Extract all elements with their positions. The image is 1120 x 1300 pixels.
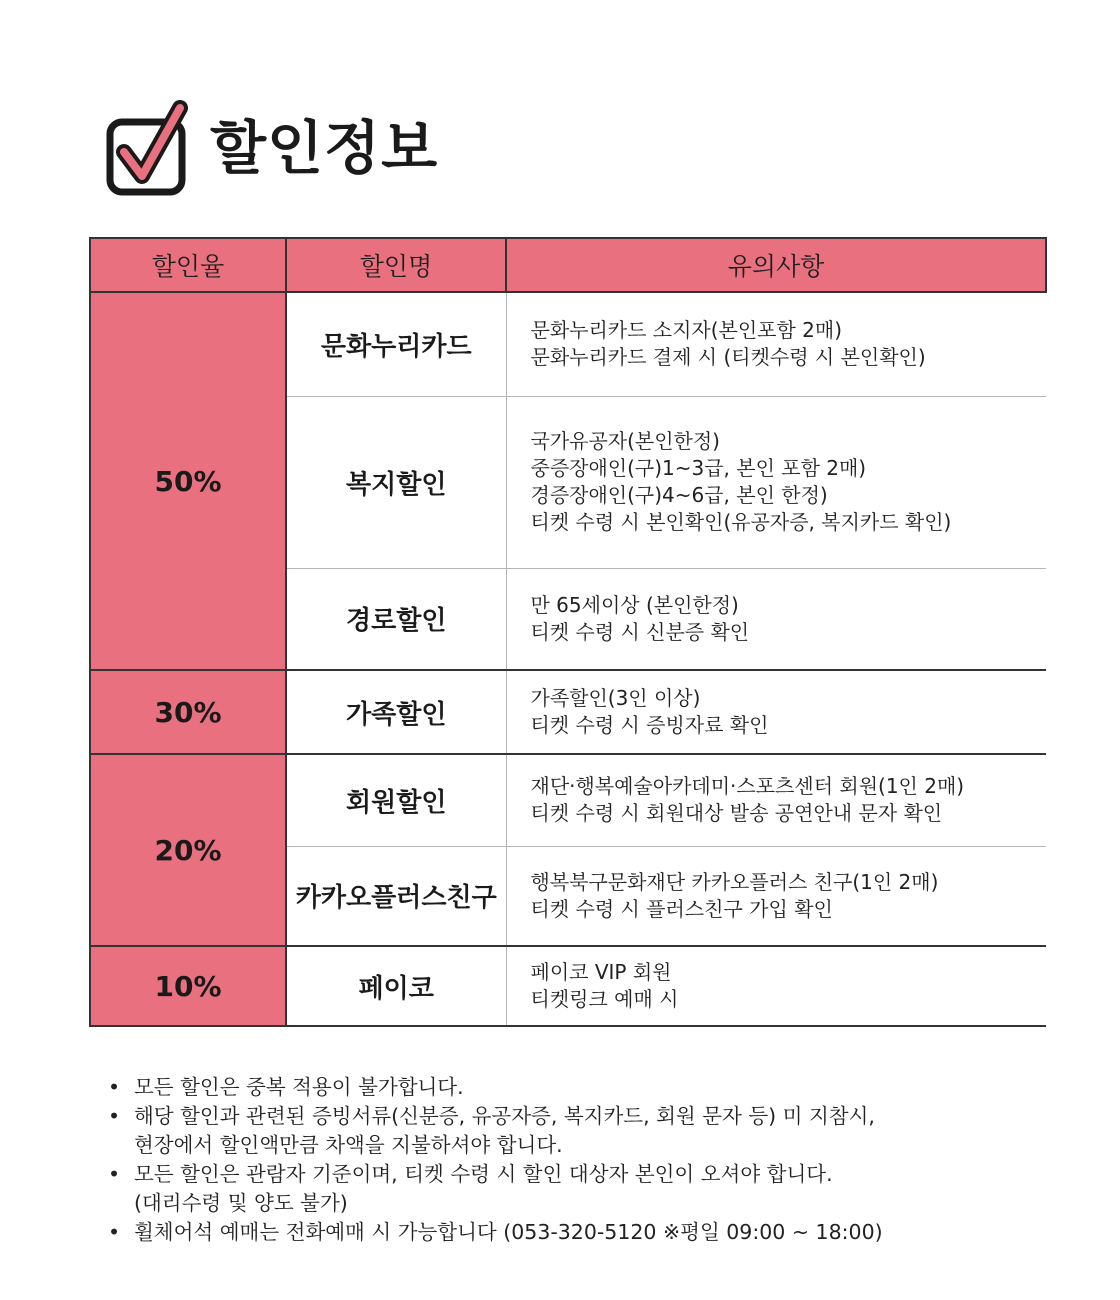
footnote-item [108,1160,1068,1218]
note-line: 경증장애인(구)4~6급, 본인 한정) [530,483,828,507]
discount-rate-cell: 20% [90,754,286,946]
notes-cell [506,754,1046,846]
header-discount-rate: 할인율 [90,238,286,292]
footnote-line: 현장에서 할인액만큼 차액을 지불하셔야 합니다. [134,1133,563,1157]
note-line: 티켓 수령 시 회원대상 발송 공연안내 문자 확인 [530,801,943,826]
footnote-line: 해당 할인과 관련된 증빙서류(신분증, 유공자증, 복지카드, 회원 문자 등) 미 지참시, [134,1104,875,1128]
note-line: 국가유공자(본인한정) [530,429,720,453]
bullet-icon: • [108,1162,121,1186]
discount-rate-cell: 10% [90,946,286,1026]
note-line: 문화누리카드 결제 시 (티켓수령 시 본인확인) [530,345,926,370]
table-row [90,946,1046,1026]
note-line: 가족할인(3인 이상) [530,686,701,710]
note-line: 티켓 수령 시 신분증 확인 [530,619,750,644]
note-line: 중증장애인(구)1~3급, 본인 포함 2매) [530,456,867,480]
discount-name-cell: 문화누리카드 [286,292,506,396]
footnote-line: (대리수령 및 양도 불가) [134,1191,348,1215]
footnote-item [108,1073,1068,1102]
table-row [90,754,1046,846]
footnote-line: 모든 할인은 중복 적용이 불가합니다. [134,1075,464,1099]
discount-name-cell: 경로할인 [286,568,506,670]
header-discount-name: 할인명 [286,238,506,292]
notes-cell [506,292,1046,396]
footnote-line: 휠체어석 예매는 전화예매 시 가능합니다 (053-320-5120 ※평일 09:00 ~ 18:00) [134,1220,883,1244]
footnote-list [108,1073,1068,1247]
notes-cell [506,396,1046,568]
note-line: 티켓 수령 시 플러스친구 가입 확인 [530,896,833,921]
discount-table [89,237,1047,1027]
bullet-icon: • [108,1220,121,1244]
notes-cell [506,946,1046,1026]
note-line: 만 65세이상 (본인한정) [530,592,739,617]
bullet-icon: • [108,1075,121,1099]
discount-rate-cell: 50% [90,292,286,670]
discount-rate-cell: 30% [90,670,286,754]
note-line: 재단·행복예술아카데미·스포츠센터 회원(1인 2매) [530,774,965,799]
footnote-line: 모든 할인은 관람자 기준이며, 티켓 수령 시 할인 대상자 본인이 오셔야 합니다. [134,1162,833,1186]
note-line: 행복북구문화재단 카카오플러스 친구(1인 2매) [530,869,939,894]
header-notes: 유의사항 [506,238,1046,292]
notes-cell [506,670,1046,754]
discount-name-cell: 복지할인 [286,396,506,568]
checkbox-checked-icon [106,100,188,196]
discount-name-cell: 회원할인 [286,754,506,846]
note-line: 티켓 수령 시 본인확인(유공자증, 복지카드 확인) [530,510,952,534]
page-title: 할인정보 [210,114,439,182]
table-row [90,292,1046,396]
note-line: 티켓링크 예매 시 [530,987,679,1011]
note-line: 페이코 VIP 회원 [530,960,672,984]
bullet-icon: • [108,1104,121,1128]
footnote-item [108,1218,1068,1247]
footnote-item [108,1102,1068,1160]
table-header-row [90,238,1046,292]
discount-name-cell: 페이코 [286,946,506,1026]
discount-name-cell: 카카오플러스친구 [286,846,506,946]
notes-cell [506,846,1046,946]
table-row [90,670,1046,754]
title-section [106,98,438,198]
notes-cell [506,568,1046,670]
discount-name-cell: 가족할인 [286,670,506,754]
note-line: 티켓 수령 시 증빙자료 확인 [530,713,769,737]
note-line: 문화누리카드 소지자(본인포함 2매) [530,318,843,343]
